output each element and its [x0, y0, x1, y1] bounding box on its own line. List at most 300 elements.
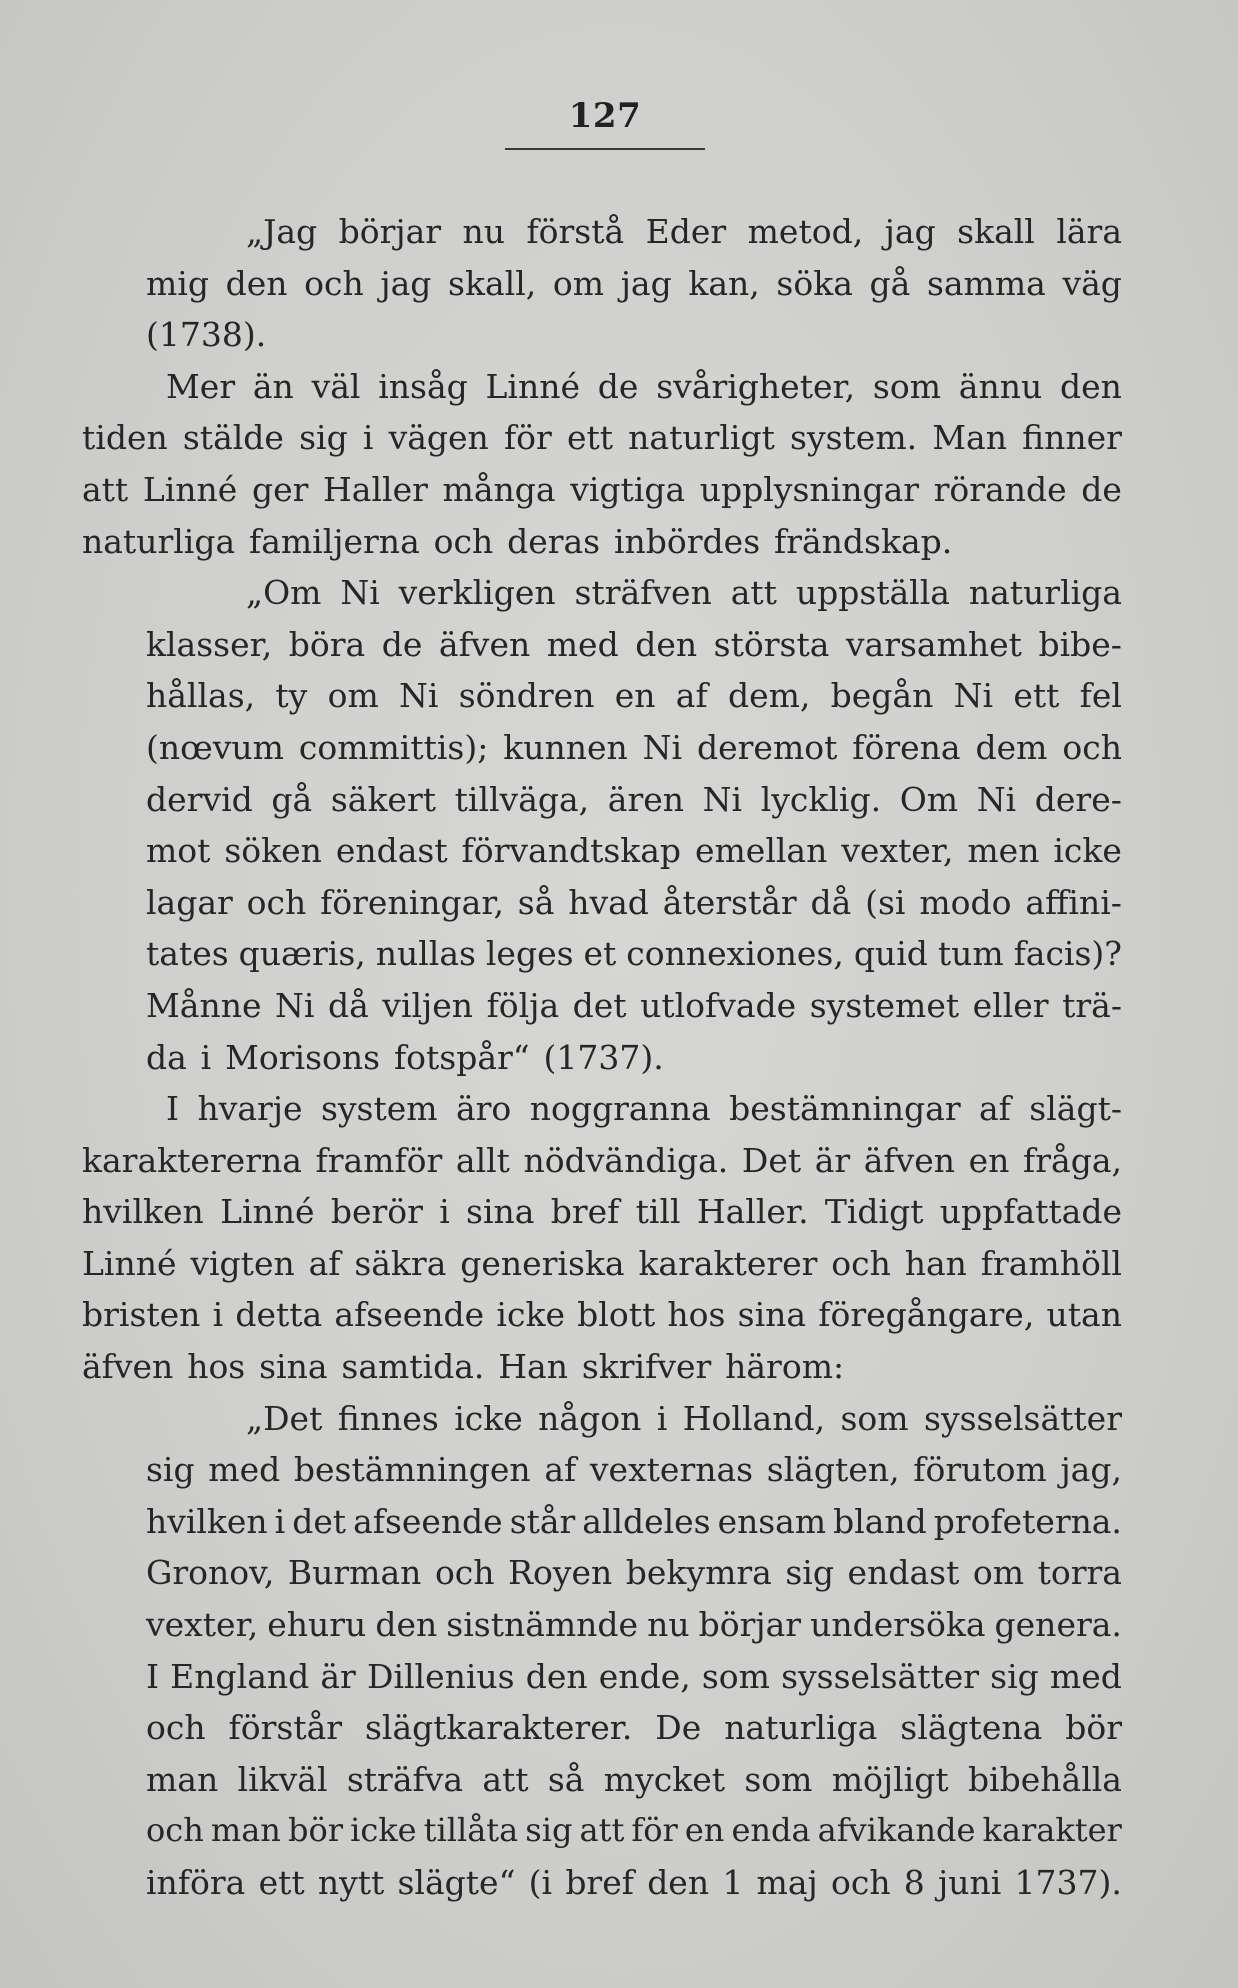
word: Det [741, 1140, 802, 1180]
word: härom: [725, 1347, 845, 1387]
word: sina [259, 1347, 328, 1387]
word: är [814, 1140, 851, 1180]
word: sysselsätter [781, 1656, 980, 1696]
word: icke [350, 1811, 417, 1850]
word: den [635, 624, 698, 664]
word: varsamhet [845, 624, 1022, 664]
word: söka [776, 263, 853, 303]
word: nu [647, 1605, 690, 1645]
word: vexternas [589, 1450, 754, 1490]
word: sistnämnde [446, 1605, 639, 1645]
word: tates [146, 934, 229, 974]
word: återstår [662, 882, 797, 922]
word: Ni [976, 779, 1017, 819]
word: bör [1065, 1708, 1122, 1748]
word: skrifver [581, 1347, 712, 1387]
text-line [146, 1651, 1122, 1703]
word: deremot [697, 727, 838, 767]
word: slägtkarakterer. [364, 1708, 633, 1748]
word: att [82, 469, 129, 509]
word: tiden [82, 418, 168, 458]
word: endast [335, 831, 448, 871]
word: förstå [526, 212, 625, 251]
word: ty [275, 676, 308, 716]
word: lära [1056, 212, 1122, 251]
word: ett [258, 1863, 305, 1902]
header-rule [505, 148, 705, 150]
word: naturliga [968, 573, 1122, 613]
word: i [274, 1501, 286, 1541]
word: gå [869, 263, 911, 303]
word: fotspår“ [393, 1037, 530, 1077]
word: ehuru [267, 1605, 367, 1645]
word: De [655, 1708, 702, 1748]
word: äfven [438, 624, 531, 664]
word: dem [975, 727, 1048, 767]
text-line [82, 412, 1122, 464]
word: så [547, 1759, 585, 1799]
word: berör [330, 1192, 423, 1232]
word: och [246, 882, 307, 922]
word: många [442, 469, 556, 509]
word: icke [454, 1398, 523, 1438]
word: lycklig. [760, 779, 882, 819]
word: klasser, [146, 624, 273, 664]
word: den [225, 263, 288, 303]
word: följa [486, 985, 560, 1025]
word: 1737). [1014, 1863, 1122, 1902]
word: förvandtskap [461, 831, 682, 871]
word: börjar [338, 212, 442, 251]
word: torra [1037, 1553, 1122, 1593]
word: än [252, 366, 294, 406]
word: då [327, 985, 369, 1025]
word: största [713, 624, 830, 664]
word: ensam [717, 1501, 827, 1541]
word: England [170, 1656, 310, 1696]
word: en [614, 676, 656, 716]
word: afseende [353, 1501, 503, 1541]
word: som [744, 1759, 813, 1799]
word: skall, [448, 263, 537, 303]
word: bestämningar [729, 1089, 961, 1129]
page-header [505, 96, 705, 150]
word: han [904, 1243, 967, 1283]
text-line [82, 1135, 1122, 1187]
word: väl [311, 366, 361, 406]
word: Haller [323, 469, 428, 509]
word: om [972, 1553, 1025, 1593]
word: naturliga [724, 1708, 878, 1748]
word: et [583, 934, 617, 974]
word: Han [498, 1347, 568, 1387]
word: trä- [1062, 985, 1122, 1025]
page-number: 127 [568, 96, 642, 136]
word: skall [957, 212, 1035, 251]
word: modo [919, 882, 1012, 922]
word: som [701, 1656, 770, 1696]
word: det [572, 985, 627, 1025]
word: hvarje [197, 1089, 303, 1129]
word: dere- [1034, 779, 1122, 819]
word: hos [187, 1347, 246, 1387]
word: Linné [485, 366, 581, 406]
text-line [82, 464, 1122, 516]
word: och [830, 1863, 891, 1902]
word: icke [1053, 831, 1122, 871]
word: hållas, [146, 676, 256, 716]
word: och [146, 1811, 204, 1850]
word: bref [565, 1863, 634, 1902]
word: utan [1046, 1295, 1122, 1335]
word: leges [485, 934, 574, 974]
text-line [246, 1393, 1122, 1445]
word: framför [315, 1140, 443, 1180]
word: slägt- [1029, 1089, 1122, 1129]
word: vexter, [146, 1605, 259, 1645]
text-line [146, 722, 1122, 774]
body-text [82, 206, 1122, 1909]
word: detta [235, 1295, 323, 1335]
word: karakter [982, 1811, 1122, 1850]
word: Tidigt [824, 1192, 924, 1232]
word: äfven [863, 1140, 956, 1180]
word: sig [990, 1656, 1039, 1696]
word: nytt [317, 1863, 385, 1902]
word: vigtiga [570, 469, 686, 509]
word: likväl [237, 1759, 328, 1799]
word: förstår [228, 1708, 343, 1748]
word: Linné [142, 469, 238, 509]
word: dem, [727, 676, 811, 716]
word: af [544, 1450, 577, 1490]
text-line [146, 1754, 1122, 1806]
word: men [967, 831, 1040, 871]
word: och [304, 263, 364, 303]
word: familjerna [248, 521, 420, 561]
word: i [439, 1192, 450, 1232]
word: och [1062, 727, 1122, 767]
word: mycket [603, 1759, 725, 1799]
word: „Jag [246, 212, 318, 251]
word: Linné [82, 1243, 177, 1283]
word: karaktererna [82, 1140, 302, 1180]
word: och [433, 521, 494, 561]
text-line [82, 516, 1122, 568]
word: Ni [275, 985, 315, 1025]
word: då [810, 882, 852, 922]
word: ende, [598, 1656, 691, 1696]
word: affini- [1025, 882, 1122, 922]
word: slägte“ [397, 1863, 516, 1902]
word: i [212, 1295, 224, 1335]
word: deras [507, 521, 601, 561]
word: sträfva [346, 1759, 464, 1799]
word: af [675, 676, 708, 716]
word: fråga, [1023, 1140, 1122, 1180]
word: en [968, 1140, 1010, 1180]
word: Gronov, [146, 1553, 275, 1593]
word: hvad [568, 882, 649, 922]
word: generiska [460, 1243, 625, 1283]
word: samma [926, 263, 1046, 303]
word: finnes [337, 1398, 439, 1438]
word: vigten [190, 1243, 295, 1283]
word: de [381, 624, 423, 664]
word: sträfven [574, 573, 712, 613]
word: man [210, 1811, 281, 1850]
word: 1 [722, 1863, 744, 1902]
word: med [208, 1450, 281, 1490]
word: är [320, 1656, 356, 1696]
word: systemet [809, 985, 960, 1025]
word: (1738). [146, 315, 267, 355]
word: gå [271, 779, 313, 819]
word: med [1049, 1656, 1122, 1696]
word: bibe- [1038, 624, 1122, 664]
word: ännu [958, 366, 1043, 406]
word: viljen [382, 985, 474, 1025]
text-line [146, 928, 1122, 980]
word: kunnen [503, 727, 628, 767]
word: jag [380, 263, 432, 303]
word: facis)? [1013, 934, 1122, 974]
word: tillåta [423, 1811, 519, 1850]
word: nu [462, 212, 505, 251]
word: Morisons [225, 1037, 381, 1077]
text-line [146, 309, 1122, 361]
text-line [146, 1032, 1122, 1084]
word: det [292, 1501, 347, 1541]
text-line [146, 1496, 1122, 1548]
word: sig [299, 418, 348, 458]
word: mig [146, 263, 209, 303]
word: de [1081, 469, 1122, 509]
word: uppfattade [939, 1192, 1122, 1232]
word: att [579, 1811, 625, 1850]
word: föreningar, [320, 882, 504, 922]
word: sina [466, 1192, 535, 1232]
word: endast [847, 1553, 960, 1593]
word: för [631, 1811, 678, 1850]
word: någon [538, 1398, 642, 1438]
word: bestämningen [293, 1450, 531, 1490]
word: committis); [298, 727, 489, 767]
text-line [146, 825, 1122, 877]
word: lagar [146, 882, 233, 922]
word: inbördes [613, 521, 761, 561]
word: i [362, 418, 374, 458]
word: bekymra [625, 1553, 772, 1593]
word: Ni [702, 779, 743, 819]
word: afvikande [817, 1811, 976, 1850]
word: maj [756, 1863, 818, 1902]
text-line [146, 1444, 1122, 1496]
word: jag [884, 212, 936, 251]
word: genera. [994, 1605, 1122, 1645]
word: nödvändiga. [523, 1140, 729, 1180]
word: 8 [903, 1863, 925, 1902]
word: den [375, 1605, 438, 1645]
word: hos [667, 1295, 726, 1335]
word: Linné [220, 1192, 315, 1232]
word: med [546, 624, 619, 664]
word: afseende [334, 1295, 485, 1335]
word: till [635, 1192, 681, 1232]
word: quid [853, 934, 928, 974]
word: Eder [645, 212, 727, 251]
word: (i [528, 1863, 553, 1902]
word: som [872, 366, 942, 406]
text-line [166, 361, 1122, 413]
word: profeterna. [933, 1501, 1122, 1541]
word: Man [932, 418, 1007, 458]
word: böra [288, 624, 366, 664]
word: svårigheter, [656, 366, 856, 406]
word: hvilken [146, 1501, 268, 1541]
word: den [647, 1863, 710, 1902]
word: Ni [642, 727, 683, 767]
text-line [146, 258, 1122, 310]
word: naturliga [82, 521, 236, 561]
word: verkligen [398, 573, 556, 613]
text-line [146, 1599, 1122, 1651]
word: Ni [953, 676, 994, 716]
word: den [525, 1656, 588, 1696]
word: Om [899, 779, 959, 819]
word: system [320, 1089, 438, 1129]
word: begån [830, 676, 934, 716]
text-line [146, 1805, 1122, 1857]
word: säkra [354, 1243, 447, 1283]
word: de [597, 366, 639, 406]
word: Månne [146, 985, 262, 1025]
word: en [684, 1811, 725, 1850]
word: rörande [933, 469, 1067, 509]
word: undersöka [810, 1605, 986, 1645]
word: sig [525, 1811, 573, 1850]
word: att [730, 573, 777, 613]
word: sysselsätter [924, 1398, 1122, 1438]
word: utlofvade [640, 985, 797, 1025]
word: Dillenius [366, 1656, 515, 1696]
word: så [517, 882, 555, 922]
word: vexter, [841, 831, 954, 871]
text-line [146, 1547, 1122, 1599]
word: jag, [1060, 1450, 1122, 1490]
word: hvilken [82, 1192, 204, 1232]
word: söken [224, 831, 322, 871]
word: upplysningar [699, 469, 920, 509]
word: och [146, 1708, 206, 1748]
word: alldeles [582, 1501, 711, 1541]
word: fel [1079, 676, 1122, 716]
word: nullas [375, 934, 476, 974]
text-line [146, 619, 1122, 671]
word: bör [287, 1811, 344, 1850]
word: insåg [378, 366, 468, 406]
word: i [656, 1398, 668, 1438]
word: sina [737, 1295, 807, 1335]
word: Holland, [682, 1398, 826, 1438]
word: sig [785, 1553, 834, 1593]
word: sig [146, 1450, 195, 1490]
word: noggranna [529, 1089, 711, 1129]
text-line [146, 774, 1122, 826]
word: uppställa [795, 573, 950, 613]
word: äfven [82, 1347, 174, 1387]
word: Burman [287, 1553, 422, 1593]
word: att [482, 1759, 529, 1799]
word: slägtena [900, 1708, 1043, 1748]
word: af [979, 1089, 1011, 1129]
text-line [82, 1238, 1122, 1290]
text-line [146, 980, 1122, 1032]
word: förena [852, 727, 961, 767]
word: emellan [694, 831, 828, 871]
word: förutom [913, 1450, 1047, 1490]
text-line [146, 670, 1122, 722]
word: i [200, 1037, 212, 1077]
word: dervid [146, 779, 253, 819]
word: bref [550, 1192, 620, 1232]
word: vägen [388, 418, 489, 458]
word: (1737). [543, 1037, 664, 1077]
word: system. [790, 418, 918, 458]
word: om [552, 263, 605, 303]
word: metod, [747, 212, 864, 251]
word: slägten, [766, 1450, 900, 1490]
word: bristen [82, 1295, 201, 1335]
word: allt [455, 1140, 510, 1180]
word: ger [251, 469, 309, 509]
word: quæris, [238, 934, 366, 974]
word: „Om [246, 573, 322, 613]
text-line [82, 1289, 1122, 1341]
word: kan, [688, 263, 760, 303]
word: connexiones, [626, 934, 844, 974]
word: och [831, 1243, 891, 1283]
word: börjar [698, 1605, 802, 1645]
word: jag [620, 263, 672, 303]
word: står [509, 1501, 576, 1541]
word: införa [146, 1863, 246, 1902]
text-line [166, 1083, 1122, 1135]
word: (nœvum [146, 727, 284, 767]
word: Ni [399, 676, 439, 716]
word: naturligt [628, 418, 775, 458]
word: och [434, 1553, 495, 1593]
word: Haller. [696, 1192, 809, 1232]
text-line [246, 206, 1122, 258]
word: framhöll [980, 1243, 1122, 1283]
word: ären [607, 779, 685, 819]
word: Ni [340, 573, 380, 613]
word: man [146, 1759, 219, 1799]
word: eller [972, 985, 1049, 1025]
word: ett [566, 418, 614, 458]
word: den [1059, 366, 1122, 406]
word: säkert [330, 779, 436, 819]
word: icke [496, 1295, 565, 1335]
word: Royen [508, 1553, 613, 1593]
word: bibehålla [967, 1759, 1122, 1799]
word: blott [577, 1295, 656, 1335]
word: tillväga, [454, 779, 590, 819]
word: om [327, 676, 379, 716]
word: ett [1013, 676, 1060, 716]
word: da [146, 1037, 187, 1077]
